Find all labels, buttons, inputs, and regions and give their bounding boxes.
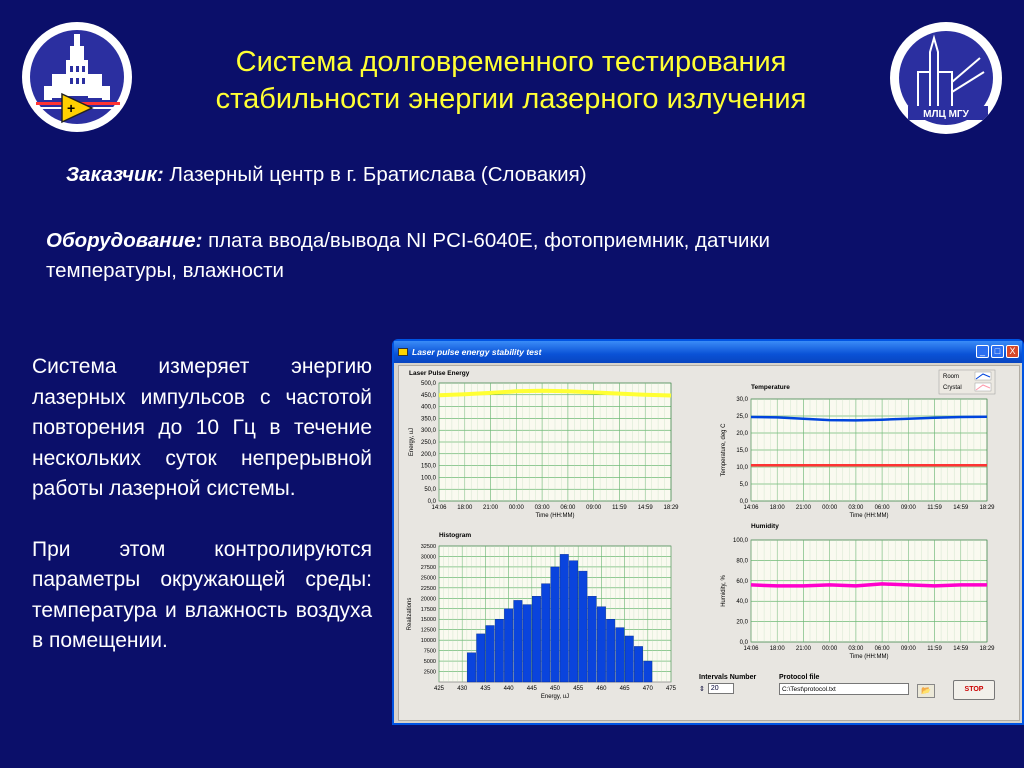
labview-icon (398, 348, 408, 356)
x-tick-label-3: 14:59 (953, 646, 969, 652)
x-tick-label-3: 09:00 (900, 646, 916, 652)
x-tick-label-2: 445 (526, 686, 537, 692)
x-tick-label-1: 11:59 (927, 505, 942, 511)
y-tick-label-2: 10000 (420, 638, 436, 645)
histogram-bar (514, 600, 522, 682)
x-tick-label-2: 435 (480, 686, 491, 692)
y-tick-label-2: 12500 (420, 627, 436, 634)
histogram-bar (495, 619, 503, 682)
intervals-label: Intervals Number (699, 674, 757, 681)
x-tick-label-1: 09:00 (900, 505, 916, 511)
x-tick-label-2: 450 (549, 686, 561, 692)
x-tick-label-3: 18:00 (769, 646, 785, 652)
x-tick-label-1: 14:06 (743, 505, 759, 511)
humidity-series-line (751, 584, 987, 586)
y-tick-label-3: 60,0 (736, 578, 748, 585)
y-tick-label-3: 0,0 (739, 640, 748, 646)
legend-room-label: Room (943, 374, 960, 380)
y-tick-label-1: 30,0 (736, 397, 748, 403)
title-line-1: Система долговременного тестирования (235, 46, 787, 78)
x-axis-label-1: Time (HH:MM) (849, 513, 889, 519)
y-tick-label-3: 20,0 (736, 619, 748, 626)
window-title: Laser pulse energy stability test (412, 347, 542, 357)
x-tick-label-1: 06:00 (874, 505, 890, 511)
protocol-control (779, 674, 909, 695)
y-tick-label-0: 350,0 (420, 416, 436, 423)
intervals-input[interactable]: 20 (708, 683, 734, 694)
folder-icon: 📂 (921, 686, 931, 695)
equipment-label: Оборудование: (46, 229, 203, 252)
y-tick-label-2: 2500 (423, 669, 436, 676)
x-tick-label-3: 14:06 (743, 646, 759, 652)
stepper-arrows-icon[interactable]: ⇕ (699, 685, 705, 693)
histogram-bar (560, 554, 568, 682)
y-tick-label-2: 27500 (420, 564, 436, 571)
chart-title-1: Temperature (751, 384, 790, 391)
histogram-bar (588, 596, 596, 682)
equipment-line (46, 226, 866, 286)
x-tick-label-0: 06:00 (560, 505, 576, 511)
y-tick-label-2: 32500 (420, 544, 436, 550)
msu-logo-left (22, 22, 132, 132)
mlc-msu-logo-right (890, 22, 1002, 134)
customer-text: Лазерный центр в г. Братислава (Словакия) (163, 163, 587, 186)
histogram-bar (532, 596, 540, 682)
y-tick-label-2: 22500 (420, 585, 436, 592)
histogram-bar (597, 607, 605, 682)
y-tick-label-2: 25000 (420, 575, 436, 582)
equipment-text: плата ввода/вывода NI PCI-6040E, фотоприемник, датчики температуры, влажности (46, 229, 770, 282)
y-tick-label-0: 300,0 (420, 428, 436, 435)
x-tick-label-2: 465 (619, 686, 630, 692)
x-tick-label-2: 425 (433, 686, 445, 692)
y-tick-label-2: 17500 (420, 606, 436, 613)
x-tick-label-0: 11:59 (612, 505, 627, 511)
x-tick-label-0: 03:00 (534, 505, 550, 511)
x-tick-label-3: 18:29 (979, 646, 995, 652)
x-tick-label-2: 440 (503, 686, 514, 692)
x-tick-label-2: 430 (457, 686, 468, 692)
customer-label: Заказчик: (66, 163, 164, 186)
intervals-control (699, 674, 756, 694)
x-tick-label-0: 14:06 (431, 505, 447, 511)
y-tick-label-2: 20000 (420, 596, 436, 603)
x-axis-label-3: Time (HH:MM) (849, 654, 889, 660)
x-tick-label-0: 00:00 (508, 505, 524, 511)
title-line-2: стабильности энергии лазерного излучения (215, 83, 807, 115)
x-tick-label-3: 03:00 (848, 646, 864, 652)
right-logo-text: МЛЦ МГУ (923, 109, 969, 120)
svg-text:+: + (67, 100, 76, 116)
x-tick-label-1: 18:00 (769, 505, 785, 511)
front-panel (398, 365, 1020, 721)
x-tick-label-1: 00:00 (822, 505, 838, 511)
histogram-bar (579, 571, 587, 682)
x-tick-label-0: 09:00 (586, 505, 602, 511)
x-tick-label-2: 475 (665, 686, 677, 692)
y-tick-label-0: 200,0 (420, 451, 436, 458)
y-tick-label-0: 400,0 (420, 404, 436, 411)
y-axis-label-3: Humidity, % (721, 575, 727, 607)
histogram-bar (569, 561, 577, 682)
histogram-bar (634, 646, 642, 682)
x-tick-label-0: 21:00 (483, 505, 499, 511)
x-tick-label-0: 14:59 (637, 505, 653, 511)
y-tick-label-2: 7500 (423, 648, 436, 655)
description-paragraph-1: Система измеряет энергию лазерных импульсов с частотой повторения до 10 Гц в течение нескольких суток непрерывной работы лазерной системы. (32, 355, 372, 500)
histogram-bar (551, 567, 559, 682)
x-tick-label-1: 03:00 (848, 505, 864, 511)
chart-title-3: Humidity (751, 523, 779, 530)
y-tick-label-1: 15,0 (736, 448, 748, 454)
x-tick-label-0: 18:00 (457, 505, 473, 511)
y-tick-label-3: 80,0 (736, 558, 748, 565)
y-axis-label-2: Realizations (407, 597, 413, 631)
x-tick-label-3: 06:00 (874, 646, 890, 652)
x-axis-label-0: Time (HH:MM) (535, 513, 575, 519)
histogram-bar (467, 653, 475, 682)
y-axis-label-1: Temperature, deg C (721, 423, 727, 477)
y-tick-label-0: 450,0 (420, 392, 436, 399)
y-tick-label-2: 5000 (423, 659, 436, 666)
histogram-bar (477, 634, 485, 682)
close-button[interactable]: X (1006, 345, 1019, 358)
y-tick-label-1: 10,0 (736, 465, 748, 471)
y-tick-label-0: 100,0 (420, 475, 436, 482)
y-tick-label-0: 0,0 (427, 499, 436, 505)
x-axis-label-2: Energy, uJ (540, 694, 570, 700)
window-titlebar[interactable] (394, 341, 1022, 363)
x-tick-label-1: 21:00 (795, 505, 811, 511)
legend-crystal-label: Crystal (943, 385, 962, 391)
x-tick-label-1: 18:29 (979, 505, 995, 511)
charts-canvas (399, 366, 1019, 720)
y-tick-label-1: 20,0 (736, 431, 748, 437)
histogram-bar (606, 619, 614, 682)
protocol-label: Protocol file (779, 674, 820, 681)
customer-line (66, 163, 587, 187)
x-tick-label-3: 00:00 (822, 646, 838, 652)
x-tick-label-2: 460 (596, 686, 607, 692)
x-tick-label-2: 455 (573, 686, 584, 692)
y-tick-label-3: 100,0 (732, 538, 748, 544)
y-tick-label-0: 150,0 (420, 463, 436, 470)
stop-button[interactable]: STOP (953, 680, 995, 700)
y-axis-label-0: Energy, uJ (409, 427, 415, 457)
y-tick-label-3: 40,0 (736, 599, 748, 606)
x-tick-label-3: 11:59 (927, 646, 942, 652)
protocol-path-input[interactable]: C:\Test\protocol.txt (779, 683, 909, 695)
y-tick-label-1: 25,0 (736, 414, 748, 420)
y-tick-label-0: 500,0 (420, 381, 436, 387)
histogram-bar (504, 609, 512, 682)
y-tick-label-1: 0,0 (739, 499, 748, 505)
browse-folder-button[interactable] (917, 684, 935, 698)
histogram-bar (541, 584, 549, 682)
chart-title-0: Laser Pulse Energy (409, 370, 470, 377)
histogram-bar (644, 661, 652, 682)
description-paragraph-2: При этом контролируются параметры окружающей среды: температура и влажность воздуха в помещении. (32, 537, 372, 652)
chart-title-2: Histogram (439, 532, 472, 539)
x-tick-label-3: 21:00 (795, 646, 811, 652)
description (32, 352, 372, 687)
x-tick-label-2: 470 (642, 686, 653, 692)
maximize-button[interactable]: □ (991, 345, 1004, 358)
y-tick-label-0: 50,0 (424, 487, 436, 494)
x-tick-label-0: 18:29 (663, 505, 679, 511)
histogram-bar (523, 605, 531, 682)
y-tick-label-1: 5,0 (739, 482, 748, 488)
minimize-button[interactable]: _ (976, 345, 989, 358)
x-tick-label-1: 14:59 (953, 505, 969, 511)
y-tick-label-2: 30000 (420, 554, 436, 561)
slide-title (140, 44, 882, 118)
histogram-bar (616, 628, 624, 682)
histogram-bar (486, 626, 494, 682)
app-window (392, 339, 1024, 725)
y-tick-label-0: 250,0 (420, 440, 436, 446)
y-tick-label-2: 15000 (420, 617, 436, 624)
histogram-bar (625, 636, 633, 682)
